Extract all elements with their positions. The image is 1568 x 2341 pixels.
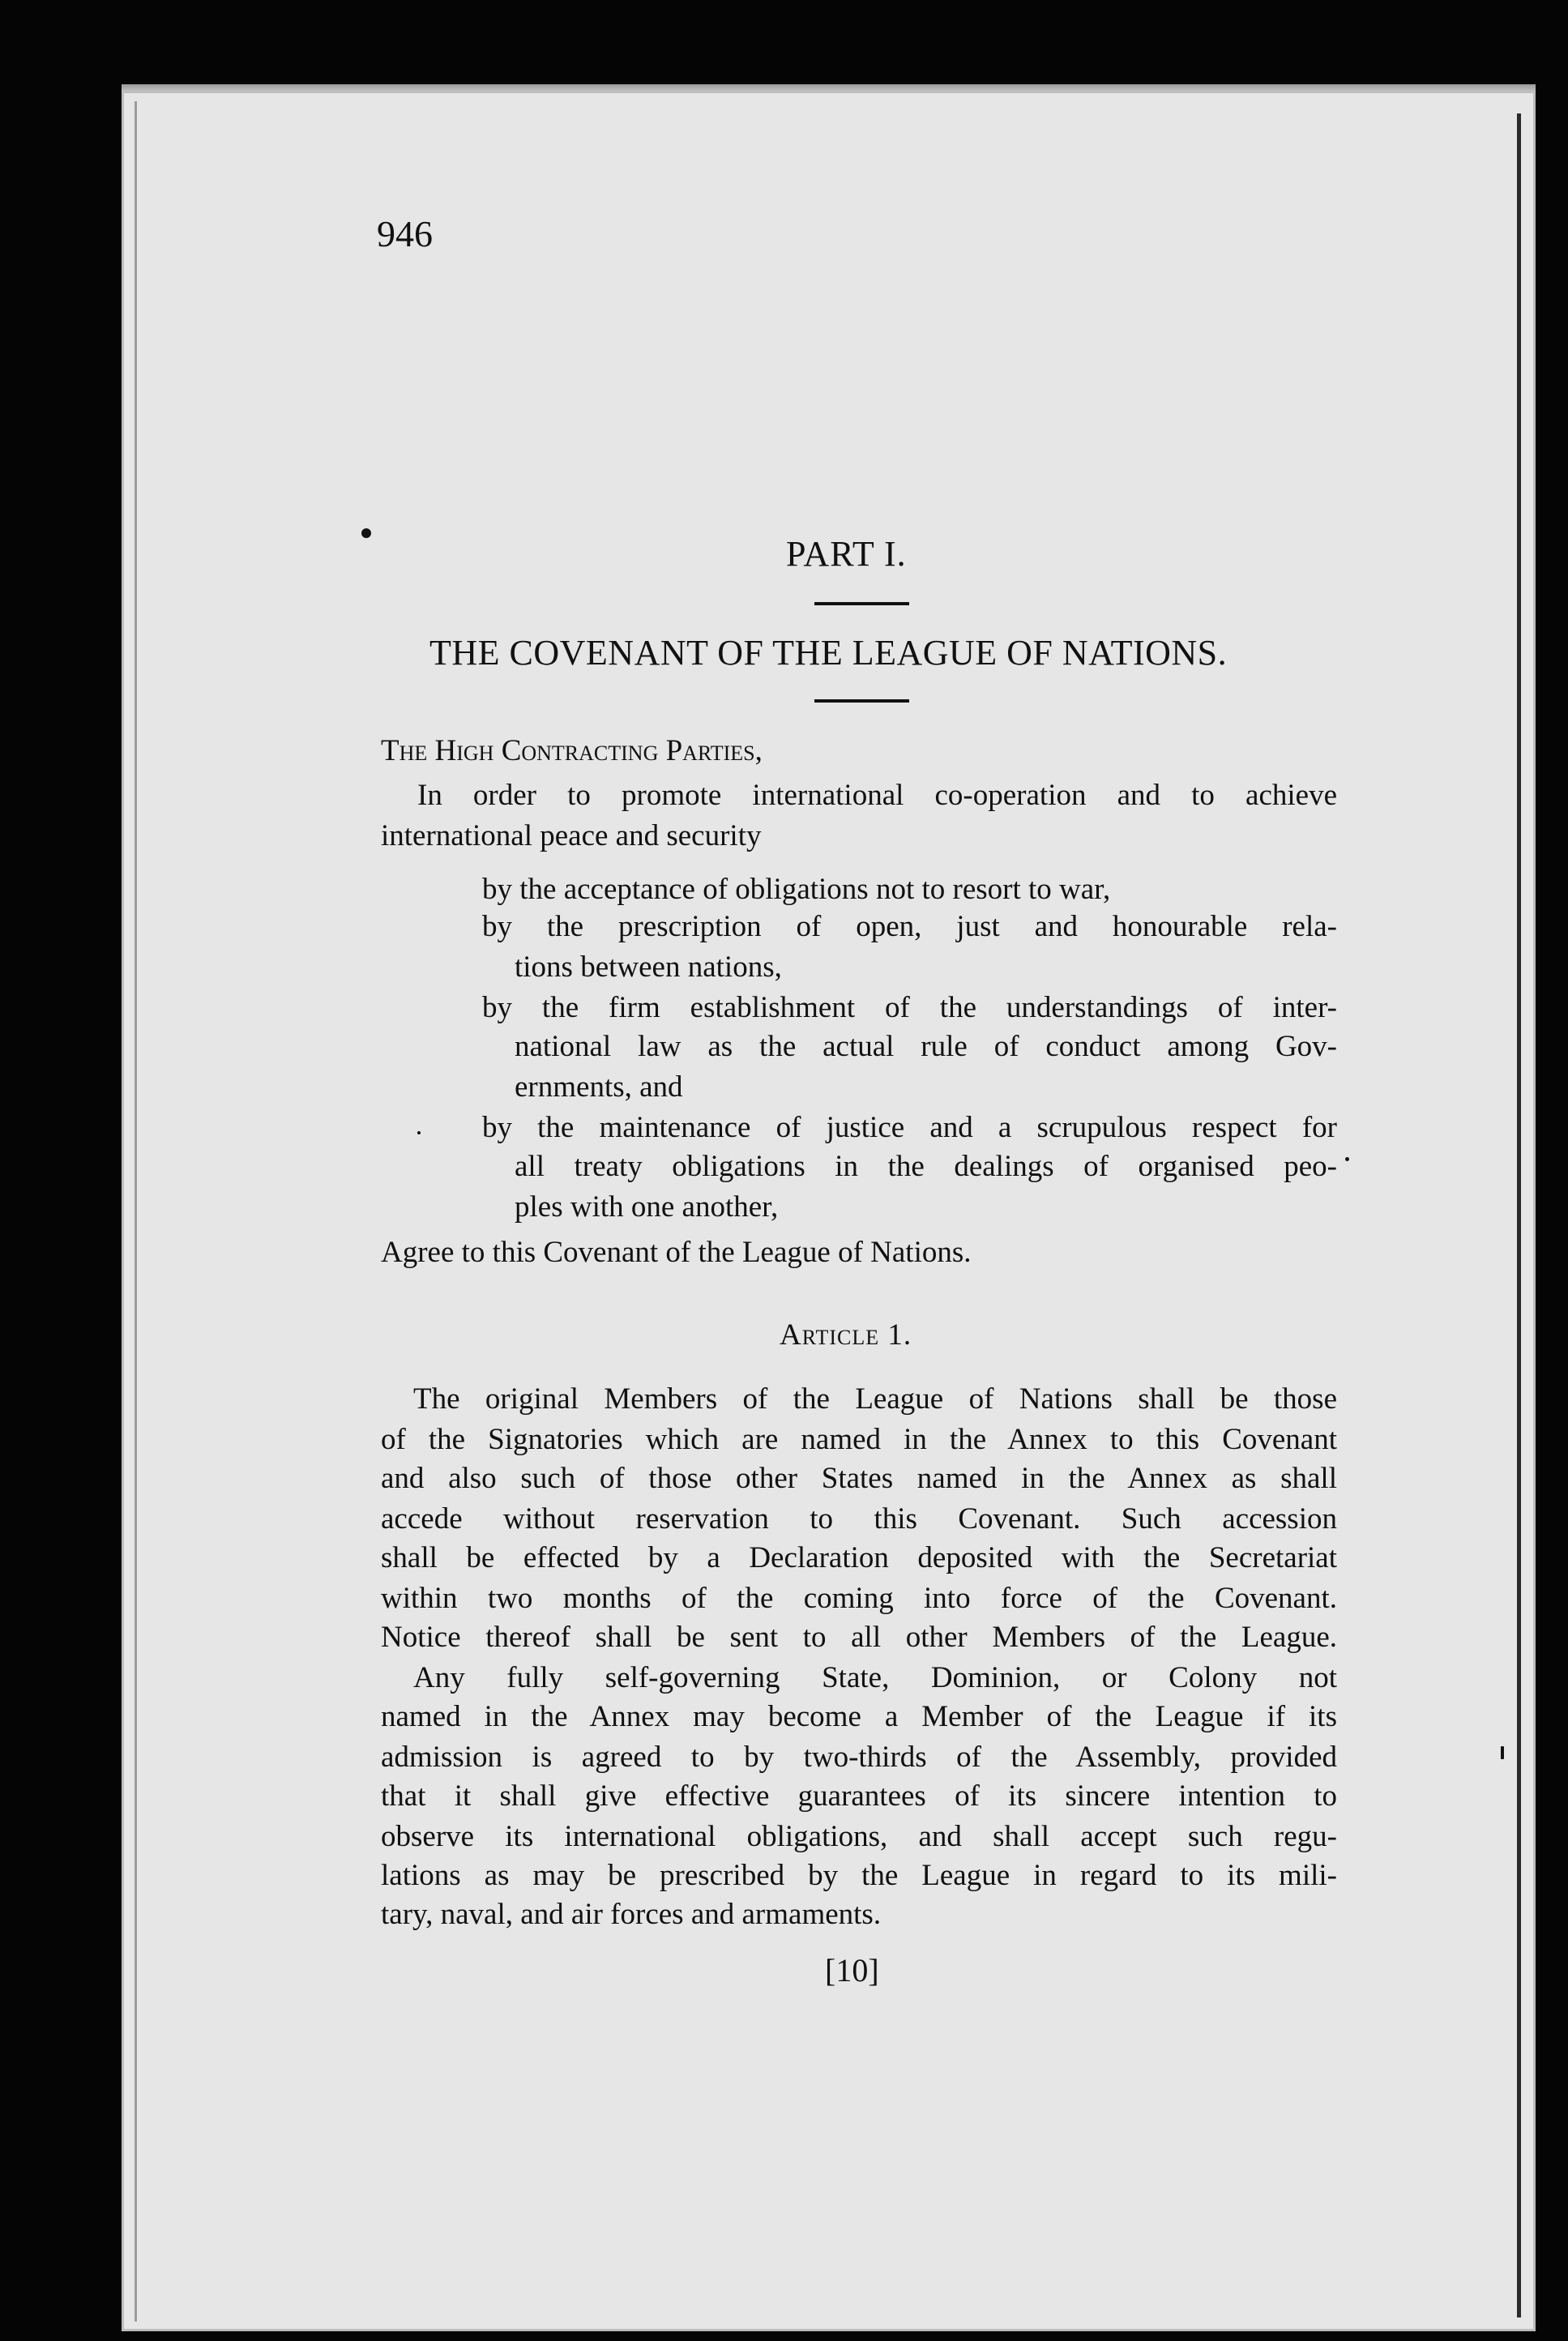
article-line: tary, naval, and air forces and armaments. [381,1898,882,1931]
preamble-line: by the maintenance of justice and a scrupulous respect for [482,1111,1337,1144]
article-line: The original Members of the League of Nations shall be those [413,1382,1337,1416]
article-line: accede without reservation to this Covenant. Such accession [381,1502,1337,1536]
footer-page-number: [10] [825,1952,879,1989]
preamble-line: by the firm establishment of the understandings of inter- [482,991,1337,1024]
preamble-line: ples with one another, [515,1190,779,1224]
article-heading: Article 1. [780,1318,912,1352]
covenant-title: THE COVENANT OF THE LEAGUE OF NATIONS. [429,633,1228,673]
page-left-border [135,101,137,2322]
preamble-line: by the prescription of open, just and honourable rela- [482,910,1337,943]
heading-rule-top [814,602,909,605]
article-line: Notice thereof shall be sent to all other Members of the League. [381,1621,1337,1654]
scan-speck [1501,1746,1504,1759]
article-line: of the Signatories which are named in the Annex to this Covenant [381,1423,1337,1456]
scan-speck [1345,1157,1349,1161]
page-right-border [1517,113,1521,2318]
article-line: admission is agreed to by two-thirds of the Assembly, provided [381,1741,1337,1774]
scan-speck [417,1131,421,1134]
preamble-line: international peace and security [381,819,762,852]
article-line: that it shall give effective guarantees of its sincere intention to [381,1779,1337,1813]
article-line: and also such of those other States named in the Annex as shall [381,1462,1337,1495]
preamble-line: all treaty obligations in the dealings of organised peo- [515,1150,1337,1183]
preamble-line: by the acceptance of obligations not to resort to war, [482,873,1111,906]
scanned-page [122,91,1536,2331]
article-line: within two months of the coming into force of the Covenant. [381,1582,1337,1615]
article-line: lations as may be prescribed by the League in regard to its mili- [381,1859,1337,1892]
preamble-line: tions between nations, [515,950,782,984]
article-line: Any fully self-governing State, Dominion, or Colony not [413,1661,1337,1694]
margin-dot [361,528,371,538]
preamble-line: Agree to this Covenant of the League of Nations. [381,1236,972,1269]
part-heading: PART I. [786,534,907,574]
heading-rule-bottom [814,699,909,703]
page-number: 946 [377,213,433,254]
article-line: observe its international obligations, and shall accept such regu- [381,1820,1337,1853]
preamble-line: In order to promote international co-operation and to achieve [417,779,1337,812]
article-line: shall be effected by a Declaration deposited with the Secretariat [381,1541,1337,1574]
preamble-opening: The High Contracting Parties, [381,734,763,767]
article-line: named in the Annex may become a Member of the League if its [381,1700,1337,1733]
preamble-line: national law as the actual rule of conduct among Gov- [515,1030,1337,1063]
preamble-line: ernments, and [515,1070,683,1104]
